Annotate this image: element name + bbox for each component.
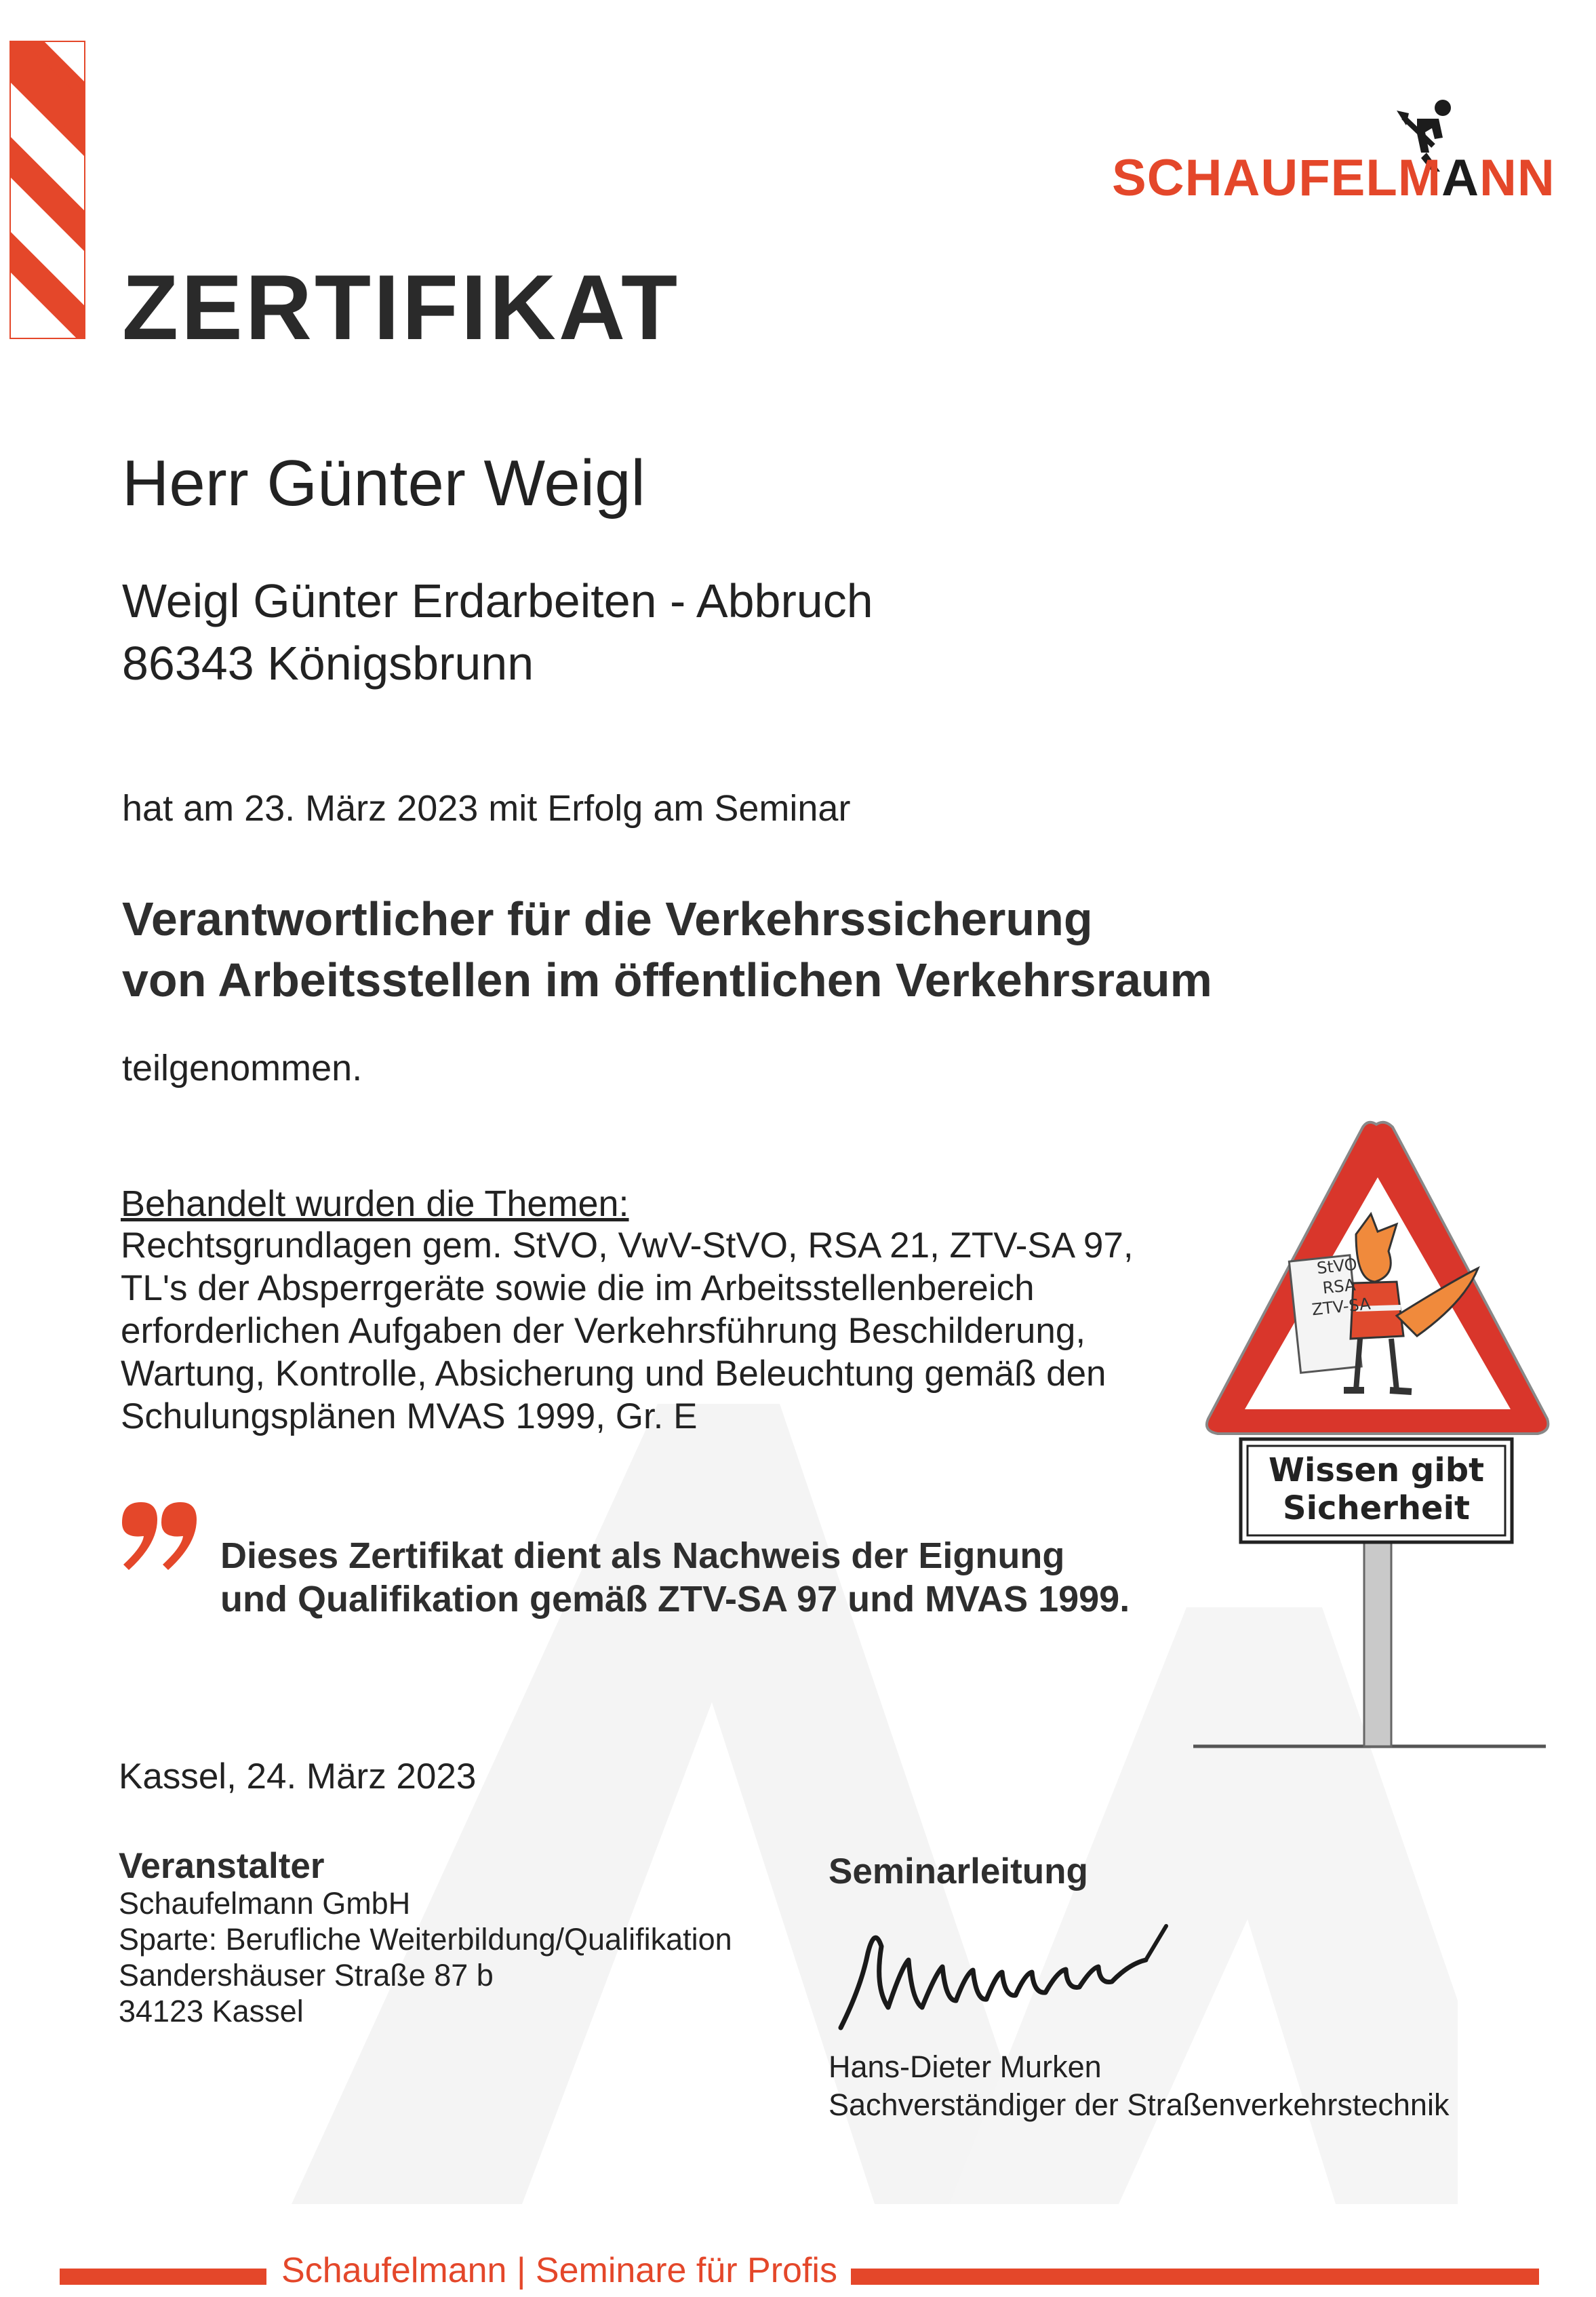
footer-brand: Schaufelmann [281,2251,507,2290]
certificate-title: ZERTIFIKAT [122,256,681,359]
organizer-line: Sandershäuser Straße 87 b [119,1958,494,1992]
organizer-line: Schaufelmann GmbH [119,1886,411,1921]
place-and-date: Kassel, 24. März 2023 [119,1756,477,1797]
topics-list [121,1224,1219,1438]
topics-line: erforderlichen Aufgaben der Verkehrsführung Beschilderung, [121,1311,1086,1351]
intro-text: hat am 23. März 2023 mit Erfolg am Seminar [122,788,851,829]
qualification-statement [220,1534,1183,1621]
logo-text-highlight: A [1441,149,1479,207]
footer-rule-right [851,2269,1539,2285]
sign-paper-text [1302,1253,1376,1320]
topics-line: Rechtsgrundlagen gem. StVO, VwV-StVO, RSA 21, ZTV-SA 97, [121,1225,1134,1265]
quote-mark-icon [115,1495,203,1577]
organizer-line: 34123 Kassel [119,1994,304,2028]
leadership-signatory [829,2048,1449,2124]
topics-line: TL's der Absperrgeräte sowie die im Arbeitsstellenbereich [121,1268,1035,1308]
footer-rule-left [60,2269,266,2285]
organizer-heading: Veranstalter [119,1846,325,1886]
barrier-stripe-decoration [9,41,85,339]
recipient-company [122,570,873,694]
sign-paper-line: StVO [1315,1255,1358,1278]
footer-tagline [275,2253,844,2288]
topics-line: Schulungsplänen MVAS 1999, Gr. E [121,1396,698,1436]
handwritten-signature [827,1906,1180,2041]
sign-paper-line: RSA [1321,1275,1357,1298]
warning-triangle-icon [1193,1112,1559,1756]
sign-plate-line1: Wissen gibt [1268,1451,1485,1489]
company-name: Weigl Günter Erdarbeiten - Abbruch [122,574,873,627]
footer-slogan: Seminare für Profis [535,2251,837,2290]
topics-line: Wartung, Kontrolle, Absicherung und Beleuchtung gemäß den [121,1354,1106,1394]
logo-wordmark [1112,149,1555,207]
qualification-line2: und Qualifikation gemäß ZTV-SA 97 und MVAS 1999. [220,1579,1130,1619]
company-logo [1112,98,1587,217]
signatory-title: Sachverständiger der Straßenverkehrstechnik [829,2087,1450,2122]
sign-paper-line: ZTV-SA [1311,1294,1372,1320]
sign-plate-line2: Sicherheit [1283,1489,1470,1527]
company-city: 86343 Königsbrunn [122,637,534,690]
signatory-name: Hans-Dieter Murken [829,2049,1102,2084]
logo-text-end: NN [1479,149,1555,207]
seminar-title-line2: von Arbeitsstellen im öffentlichen Verkehrsraum [122,954,1212,1006]
organizer-address [119,1885,732,2029]
participated-text: teilgenommen. [122,1048,363,1088]
seminar-title-line1: Verantwortlicher für die Verkehrssicherung [122,892,1093,945]
recipient-name: Herr Günter Weigl [122,447,645,519]
topics-heading: Behandelt wurden die Themen: [121,1183,629,1224]
organizer-line: Sparte: Berufliche Weiterbildung/Qualifikation [119,1922,732,1957]
footer-separator: | [516,2251,526,2290]
logo-text-main: SCHAUFELM [1112,149,1442,207]
seminar-title [122,888,1212,1010]
leadership-heading: Seminarleitung [829,1851,1088,1891]
warning-sign-graphic [1193,1112,1559,1756]
sign-plate-text [1248,1451,1505,1527]
qualification-line1: Dieses Zertifikat dient als Nachweis der Eignung [220,1535,1065,1576]
